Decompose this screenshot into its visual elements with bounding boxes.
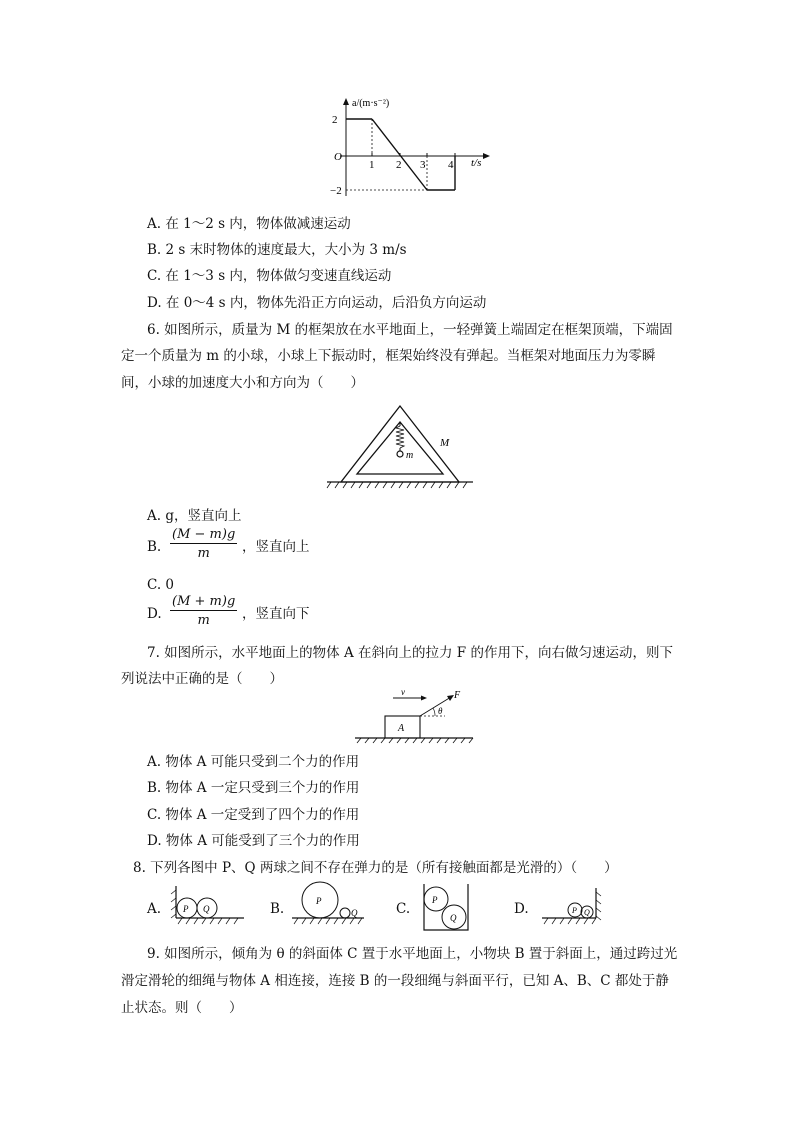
q6-option-d-prefix: D. [147,606,162,622]
q9-stem-line1: 9. 如图所示，倾角为 θ 的斜面体 C 置于水平地面上，小物块 B 置于斜面上，通过跨过光 [147,946,678,962]
q8-label-d: D. [514,901,529,917]
q8-d-q-label: Q [584,908,590,917]
x-axis-label: t/s [471,157,482,169]
q6-option-d-suffix: ，竖直向下 [242,606,310,622]
q6-option-d-denominator: m [197,613,210,628]
mass-m-label: m [406,450,414,461]
x-tick-2: 2 [396,159,402,171]
block-pull-figure [355,686,475,744]
q6-option-b-denominator: m [197,546,210,561]
q8-a-q-label: Q [203,904,210,914]
block-a-label: A [398,723,405,734]
theta-label: θ [438,706,443,716]
q5-option-b: B. 2 s 末时物体的速度最大，大小为 3 m/s [147,242,407,258]
y-axis-label: a/(m·s⁻²) [352,98,390,109]
q8-figure-c [420,882,472,934]
q8-figure-d [540,884,606,926]
q8-figure-b [290,880,366,926]
triangle-frame-figure [325,402,475,494]
q8-c-q-label: Q [450,913,457,923]
q6-option-b-numerator: (M − m)g [172,527,236,542]
acceleration-time-graph [330,96,490,198]
x-tick-3: 3 [420,159,426,171]
q7-stem-line2: 列说法中正确的是（ ） [121,671,283,687]
q6-stem-line3: 间，小球的加速度大小和方向为（ ） [121,375,364,391]
q9-stem-line2: 滑定滑轮的细绳与物体 A 相连接，连接 B 的一段细绳与斜面平行，已知 A、B、C 都处于静 [121,973,669,989]
q6-option-d-numerator: (M + m)g [172,594,236,609]
q8-a-p-label: P [183,904,189,914]
q5-option-c: C. 在 1～3 s 内，物体做匀变速直线运动 [147,268,392,284]
q6-option-b-suffix: ，竖直向上 [242,539,310,555]
q6-option-d-fraction [170,594,237,628]
mass-M-label: M [440,437,450,449]
q6-stem-line1: 6. 如图所示，质量为 M 的框架放在水平地面上，一轻弹簧上端固定在框架顶端，下端固 [147,322,673,338]
q7-option-b: B. 物体 A 一定只受到三个力的作用 [147,780,360,796]
q6-option-c: C. 0 [147,577,175,593]
velocity-label: v [401,687,405,697]
q6-option-a: A. g，竖直向上 [147,508,242,524]
q6-option-b-fraction [170,527,237,561]
q7-option-a: A. 物体 A 可能只受到二个力的作用 [147,754,360,770]
q9-stem-line3: 止状态。则（ ） [121,1000,243,1016]
q8-figure-a [170,884,246,926]
force-f-label: F [454,690,461,701]
q7-option-c: C. 物体 A 一定受到了四个力的作用 [147,807,360,823]
q8-c-p-label: P [432,895,438,905]
tick-2: 2 [332,114,338,126]
q5-option-a: A. 在 1～2 s 内，物体做减速运动 [147,216,351,232]
x-tick-1: 1 [369,159,375,171]
q8-stem: 8. 下列各图中 P、Q 两球之间不存在弹力的是（所有接触面都是光滑的）（ ） [133,860,618,876]
x-tick-4: 4 [448,159,454,171]
q5-option-d: D. 在 0～4 s 内，物体先沿正方向运动，后沿负方向运动 [147,295,487,311]
q7-stem-line1: 7. 如图所示，水平地面上的物体 A 在斜向上的拉力 F 的作用下，向右做匀速运动，则下 [147,645,673,661]
q8-d-p-label: P [572,906,577,915]
q6-stem-line2: 定一个质量为 m 的小球，小球上下振动时，框架始终没有弹起。当框架对地面压力为零瞬 [121,348,656,364]
tick-neg2: −2 [330,185,342,197]
q8-label-c: C. [396,901,411,917]
q8-label-a: A. [147,901,162,917]
q8-b-q-label: Q [351,908,358,918]
q8-label-b: B. [270,901,285,917]
origin-label: O [334,151,342,163]
q8-b-p-label: P [316,896,322,906]
q7-option-d: D. 物体 A 可能受到了三个力的作用 [147,833,360,849]
q6-option-b-prefix: B. [147,539,162,555]
